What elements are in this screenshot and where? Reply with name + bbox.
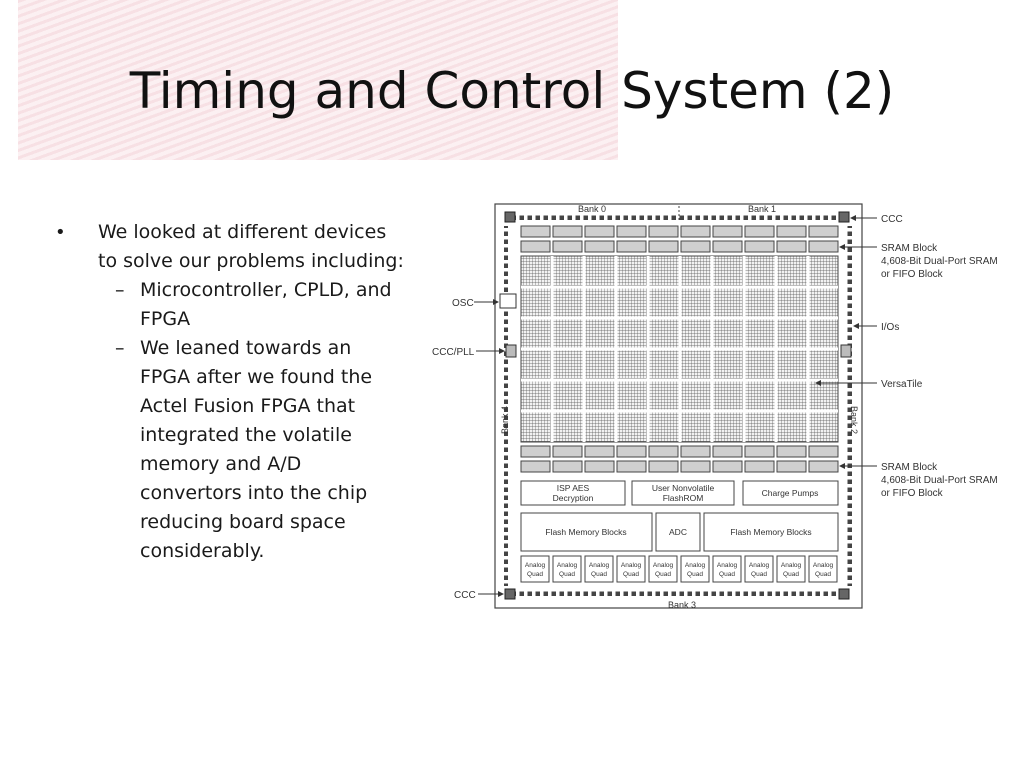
svg-text:Quad: Quad <box>687 571 703 578</box>
osc-label: OSC <box>452 298 474 309</box>
bullet-item <box>55 218 415 566</box>
svg-text:Quad: Quad <box>815 571 831 578</box>
svg-text:Quad: Quad <box>751 571 767 578</box>
svg-text:User Nonvolatile: User Nonvolatile <box>651 483 715 493</box>
flash-memory-blocks-right <box>704 513 838 551</box>
svg-text:Analog: Analog <box>812 562 834 569</box>
sram-bottom-label-3: or FIFO Block <box>881 488 943 499</box>
svg-text:Analog: Analog <box>748 562 770 569</box>
flash-memory-blocks-left <box>521 513 652 551</box>
versatile-array <box>521 256 838 442</box>
svg-text:Flash Memory Blocks: Flash Memory Blocks <box>545 527 627 537</box>
svg-text:ADC: ADC <box>669 527 687 537</box>
ccc-bottom-label: CCC <box>454 590 476 601</box>
svg-text:Quad: Quad <box>527 571 543 578</box>
sram-top-label-3: or FIFO Block <box>881 269 943 280</box>
bank-3-label: Bank 3 <box>668 600 697 610</box>
analog-quad <box>777 556 805 582</box>
adc-block <box>656 513 700 551</box>
ccc-right-label: CCC <box>881 214 903 225</box>
sub-bullet-text: Microcontroller, CPLD, and FPGA <box>140 279 392 330</box>
svg-text:Quad: Quad <box>591 571 607 578</box>
svg-text:ISP AES: ISP AES <box>556 483 590 493</box>
ccc-block-top-right <box>839 212 849 222</box>
bank-2-label: Bank 2 <box>849 406 859 435</box>
svg-text:Analog: Analog <box>588 562 610 569</box>
svg-text:Analog: Analog <box>620 562 642 569</box>
sram-top-label-2: 4,608-Bit Dual-Port SRAM <box>881 256 998 267</box>
svg-text:Analog: Analog <box>556 562 578 569</box>
svg-text:Analog: Analog <box>716 562 738 569</box>
sub-bullet-item <box>98 334 408 566</box>
sub-bullet-item <box>98 276 408 334</box>
ccc-block-bottom-right <box>839 589 849 599</box>
osc-block <box>500 294 516 308</box>
analog-quad <box>521 556 549 582</box>
sram-bottom-label-2: 4,608-Bit Dual-Port SRAM <box>881 475 998 486</box>
svg-text:Analog: Analog <box>652 562 674 569</box>
svg-text:Quad: Quad <box>559 571 575 578</box>
analog-quad <box>553 556 581 582</box>
sub-bullet-text: We leaned towards an FPGA after we found the Actel Fusion FPGA that integrated the volatile memory and A/D convertors into the chip reducing board space considerably. <box>140 337 373 562</box>
charge-pumps-block <box>743 481 838 505</box>
slide-content <box>55 218 415 566</box>
isp-aes-block <box>521 481 625 505</box>
sram-top-label-1: SRAM Block <box>881 243 938 254</box>
svg-text:Quad: Quad <box>783 571 799 578</box>
analog-quad <box>617 556 645 582</box>
versatile-label: VersaTile <box>881 379 923 390</box>
bank-4-label: Bank 4 <box>500 405 510 434</box>
svg-text:Analog: Analog <box>684 562 706 569</box>
svg-text:Quad: Quad <box>719 571 735 578</box>
sub-bullet-dash: – <box>115 279 125 301</box>
svg-text:Quad: Quad <box>655 571 671 578</box>
ccc-pll-label: CCC/PLL <box>432 347 475 358</box>
analog-quad <box>745 556 773 582</box>
slide-title: Timing and Control System (2) <box>129 62 895 120</box>
analog-quad <box>585 556 613 582</box>
svg-text:Analog: Analog <box>780 562 802 569</box>
svg-text:Flash Memory Blocks: Flash Memory Blocks <box>730 527 812 537</box>
analog-quad <box>809 556 837 582</box>
ccc-block-bottom-left <box>505 589 515 599</box>
io-pad-row-bottom <box>514 591 842 598</box>
ios-label: I/Os <box>881 322 900 333</box>
sub-bullet-list <box>98 276 408 566</box>
analog-quad <box>713 556 741 582</box>
ccc-pll-block-right <box>841 345 851 357</box>
analog-quad <box>649 556 677 582</box>
svg-text:FlashROM: FlashROM <box>662 493 704 503</box>
bullet-text: We looked at different devices to solve our problems including: <box>98 221 404 272</box>
analog-quad <box>681 556 709 582</box>
io-pad-row-top <box>514 214 842 221</box>
svg-text:Analog: Analog <box>524 562 546 569</box>
svg-text:Quad: Quad <box>623 571 639 578</box>
bank-1-label: Bank 1 <box>748 204 777 214</box>
svg-text:Charge Pumps: Charge Pumps <box>761 488 819 498</box>
bullet-dot: • <box>55 222 66 243</box>
user-flashrom-block <box>632 481 734 505</box>
ccc-block-top-left <box>505 212 515 222</box>
fpga-architecture-diagram <box>430 198 1022 618</box>
sub-bullet-dash: – <box>115 337 125 359</box>
svg-text:Decryption: Decryption <box>552 493 594 503</box>
ccc-pll-block-left <box>506 345 516 357</box>
sram-bottom-label-1: SRAM Block <box>881 462 938 473</box>
bank-0-label: Bank 0 <box>578 204 607 214</box>
